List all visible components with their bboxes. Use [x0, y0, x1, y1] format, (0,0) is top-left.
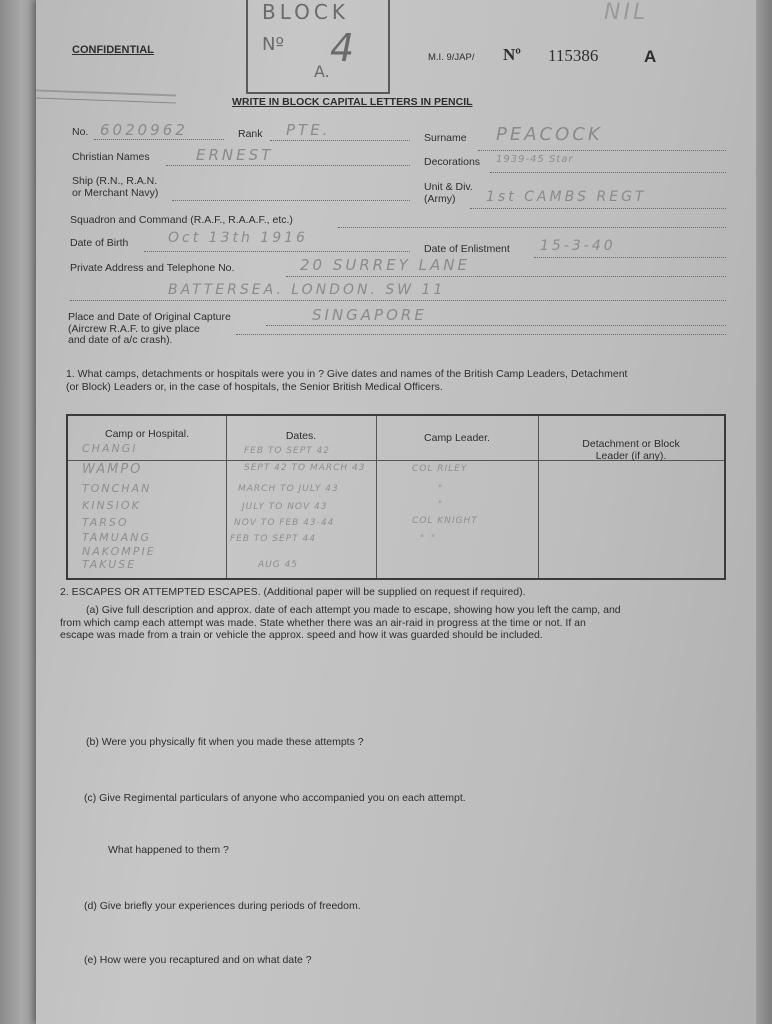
question-2b: (b) Were you physically fit when you made these attempts ? — [86, 736, 364, 748]
page-left-edge — [0, 0, 36, 1024]
capture-label-line3: and date of a/c crash). — [68, 334, 173, 346]
confidential-label: CONFIDENTIAL — [72, 44, 154, 56]
question-2a-line2: from which camp each attempt was made. State whether there was an air-raid in progress at the time or not. If an — [60, 616, 586, 629]
christian-names-label: Christian Names — [72, 151, 150, 163]
capture-label-line2: (Aircrew R.A.F. to give place — [68, 322, 200, 335]
leader-entry: " " — [420, 534, 438, 544]
rank-label: Rank — [238, 128, 263, 140]
binding-string — [36, 90, 176, 104]
question-2a-line3: escape was made from a train or vehicle the approx. speed and how it was guarded should be included. — [60, 629, 543, 641]
stamp-letter: A. — [314, 62, 330, 81]
address-value-line1: 20 SURREY LANE — [300, 256, 470, 274]
serial-suffix: A — [644, 47, 657, 66]
unit-label-line1: Unit & Div. — [424, 181, 473, 193]
serial-number: 115386 — [548, 46, 599, 65]
question-2c-followup: What happened to them ? — [108, 844, 229, 856]
capture-label — [68, 312, 231, 347]
ship-label-line1: Ship (R.N., R.A.N. — [72, 175, 158, 187]
unit-value: 1st CAMBS REGT — [486, 189, 647, 205]
dob-label: Date of Birth — [70, 237, 129, 249]
camp-entry: WAMPO — [82, 462, 143, 477]
unit-label-line2: (Army) — [424, 193, 456, 205]
question-2a — [60, 604, 730, 642]
question-2c: (c) Give Regimental particulars of anyone who accompanied you on each attempt. — [84, 792, 466, 804]
address-label: Private Address and Telephone No. — [70, 262, 235, 274]
question-2e: (e) How were you recaptured and on what date ? — [84, 954, 312, 966]
leader-entry: COL KNIGHT — [412, 516, 478, 526]
serial-no-label: Nº — [503, 45, 521, 64]
squadron-label: Squadron and Command (R.A.F., R.A.A.F., etc.) — [70, 214, 293, 226]
camp-entry: KINSIOK — [82, 499, 141, 512]
unit-label — [424, 181, 473, 205]
christian-names-value: ERNEST — [196, 146, 274, 164]
leader-entry: " — [438, 500, 445, 510]
header-detachment-line2: Leader (if any). — [595, 450, 667, 462]
no-value: 6020962 — [100, 121, 188, 139]
camps-table — [66, 414, 726, 580]
address-value-line2: BATTERSEA. LONDON. SW 11 — [168, 282, 446, 298]
camp-entry: TAKUSE — [82, 558, 137, 571]
stamp-block-text: BLOCK — [262, 0, 349, 24]
camp-entry: TAMUANG — [82, 531, 152, 544]
question-1 — [66, 368, 627, 393]
camp-entry: TONCHAN — [82, 482, 152, 495]
decorations-value: 1939-45 Star — [496, 154, 574, 165]
camp-entry: NAKOMPIE — [82, 545, 156, 558]
stamp-no-text: Nº — [262, 34, 284, 55]
block-stamp — [246, 0, 390, 94]
camp-entry: TARSO — [82, 516, 129, 529]
rank-value: PTE. — [286, 121, 331, 139]
question-1-line2: (or Block) Leaders or, in the case of hospitals, the Senior British Medical Officers. — [66, 380, 443, 393]
capture-label-line1: Place and Date of Original Capture — [68, 311, 231, 323]
surname-label: Surname — [424, 132, 467, 144]
page-right-edge — [756, 0, 772, 1024]
enlistment-label: Date of Enlistment — [424, 243, 510, 255]
question-2-title: 2. ESCAPES OR ATTEMPTED ESCAPES. (Additional paper will be supplied on request if required). — [60, 586, 526, 598]
question-2d: (d) Give briefly your experiences during periods of freedom. — [84, 900, 361, 912]
header-dates: Dates. — [285, 430, 317, 442]
header-camp: Camp or Hospital. — [104, 428, 190, 440]
leader-entry: " — [438, 484, 445, 494]
date-entry: AUG 45 — [258, 560, 299, 570]
enlistment-value: 15-3-40 — [540, 238, 616, 254]
decorations-label: Decorations — [424, 156, 481, 168]
header-detachment-line1: Detachment or Block — [582, 438, 680, 450]
date-entry: JULY TO NOV 43 — [242, 502, 328, 512]
camp-entry: CHANGI — [82, 442, 138, 455]
date-entry: MARCH TO JULY 43 — [238, 484, 339, 494]
ship-label-line2: or Merchant Navy) — [72, 187, 159, 199]
date-entry: NOV TO FEB 43-44 — [234, 518, 335, 528]
dob-value: Oct 13th 1916 — [168, 230, 308, 246]
date-entry: FEB TO SEPT 42 — [244, 446, 330, 456]
capture-value: SINGAPORE — [312, 306, 427, 324]
instruction-heading: WRITE IN BLOCK CAPITAL LETTERS IN PENCIL — [232, 96, 473, 108]
no-label: No. — [72, 126, 89, 138]
question-1-line1: 1. What camps, detachments or hospitals were you in ? Give dates and names of the British Camp Leaders, Detachment — [66, 368, 628, 380]
leader-entry: COL RILEY — [412, 464, 468, 474]
header-detachment — [538, 438, 724, 462]
question-2a-line1: (a) Give full description and approx. date of each attempt you made to escape, showing how you left the camp, and — [86, 604, 621, 616]
stamp-number: 4 — [330, 26, 355, 70]
nil-note: NIL — [604, 0, 649, 25]
date-entry: SEPT 42 TO MARCH 43 — [244, 463, 366, 473]
ship-label — [72, 175, 158, 199]
form-reference: M.I. 9/JAP/ — [428, 52, 475, 63]
date-entry: FEB TO SEPT 44 — [230, 534, 316, 544]
surname-value: PEACOCK — [496, 124, 603, 145]
header-camp-leader: Camp Leader. — [424, 432, 490, 444]
